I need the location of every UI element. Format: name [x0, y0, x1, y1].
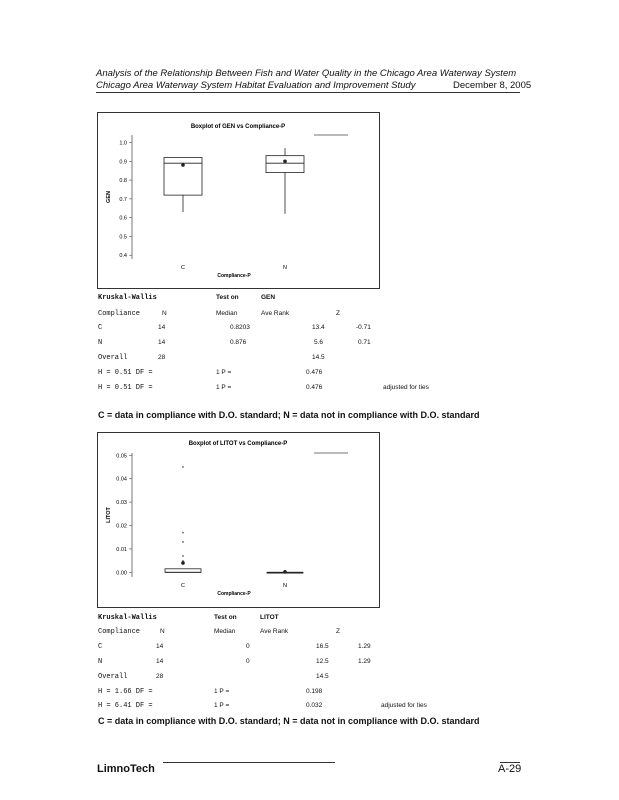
col-n: N — [162, 310, 167, 317]
row-label: N — [98, 658, 103, 666]
footer-rule — [163, 762, 335, 763]
p-value-adjusted: 0.032 — [306, 702, 323, 709]
col-median: Median — [214, 628, 236, 635]
overall-n: 28 — [156, 673, 164, 680]
box-iqr — [266, 156, 304, 173]
adjusted-note: adjusted for ties — [383, 384, 429, 391]
y-axis-label: LITOT — [106, 507, 112, 523]
p-label: 1 P = — [216, 369, 232, 376]
p-value-adjusted: 0.476 — [306, 384, 323, 391]
col-z: Z — [336, 628, 340, 635]
p-value: 0.198 — [306, 688, 323, 695]
row-median: 0 — [246, 643, 250, 650]
y-axis-label: GEN — [106, 191, 112, 203]
x-axis-label: Compliance-P — [217, 273, 251, 279]
y-tick-label: 0.01 — [116, 546, 127, 553]
col-avg-rank: Ave Rank — [261, 310, 290, 317]
col-compliance: Compliance — [98, 628, 141, 636]
outlier-marker: * — [181, 559, 185, 566]
chart-title: Boxplot of GEN vs Compliance-P — [190, 124, 286, 130]
overall-label: Overall — [98, 354, 128, 362]
x-tick-label: N — [283, 583, 287, 589]
document-date: December 8, 2005 — [453, 80, 532, 91]
row-label: C — [98, 324, 103, 332]
kw-label: Kruskal-Wallis — [98, 294, 157, 302]
row-label: C — [98, 643, 103, 651]
kw-label: Kruskal-Wallis — [98, 614, 157, 622]
y-tick-label: 1.0 — [119, 140, 127, 147]
boxplot-gen-panel — [97, 112, 380, 289]
h-statistic-adjusted: H = 6.41 DF = — [98, 702, 153, 710]
overall-rank: 14.5 — [312, 354, 325, 361]
footer-company: LimnoTech — [97, 763, 155, 775]
boxplot-litot-chart — [98, 433, 379, 607]
row-n: 14 — [158, 339, 166, 346]
y-tick-label: 0.04 — [116, 476, 127, 483]
y-tick-label: 0.03 — [116, 500, 127, 507]
col-avg-rank: Ave Rank — [260, 628, 289, 635]
footer-page-number: A-29 — [498, 763, 522, 775]
overall-rank: 14.5 — [316, 673, 329, 680]
y-tick-label: 0.5 — [119, 234, 127, 241]
caption-litot: C = data in compliance with D.O. standard; N = data not in compliance with D.O. standard — [98, 716, 480, 726]
x-tick-label: C — [181, 265, 185, 271]
row-rank: 5.6 — [314, 339, 324, 346]
col-n: N — [160, 628, 165, 635]
outlier-marker: * — [181, 466, 185, 473]
x-tick-label: C — [181, 583, 185, 589]
adjusted-note: adjusted for ties — [381, 702, 427, 709]
box-mean-marker — [283, 160, 287, 164]
p-value: 0.476 — [306, 369, 323, 376]
test-on-label: Test on — [216, 294, 239, 301]
y-tick-label: 0.4 — [119, 253, 127, 260]
header-rule — [96, 92, 520, 93]
boxplot-litot-panel — [97, 432, 380, 608]
y-tick-label: 0.8 — [119, 178, 127, 185]
row-z: 0.71 — [358, 339, 371, 346]
row-rank: 13.4 — [312, 324, 325, 331]
overall-label: Overall — [98, 673, 128, 681]
x-tick-label: N — [283, 265, 287, 271]
document-title: Analysis of the Relationship Between Fish and Water Quality in the Chicago Area Waterway System — [96, 68, 517, 79]
col-median: Median — [216, 310, 238, 317]
row-n: 14 — [156, 643, 164, 650]
variable-label: LITOT — [260, 614, 279, 621]
box-iqr — [165, 569, 201, 573]
row-n: 14 — [158, 324, 166, 331]
y-tick-label: 0.02 — [116, 523, 127, 530]
chart-title: Boxplot of LITOT vs Compliance-P — [188, 441, 288, 447]
h-statistic: H = 1.66 DF = — [98, 688, 153, 696]
box-mean-marker — [181, 163, 185, 167]
row-median: 0.876 — [230, 339, 247, 346]
boxplot-gen-chart — [98, 113, 379, 288]
col-compliance: Compliance — [98, 310, 141, 318]
y-tick-label: 0.7 — [119, 196, 127, 203]
y-tick-label: 0.6 — [119, 215, 127, 222]
overall-n: 28 — [158, 354, 166, 361]
row-z: -0.71 — [356, 324, 371, 331]
row-median: 0 — [246, 658, 250, 665]
row-rank: 12.5 — [316, 658, 329, 665]
document-subtitle: Chicago Area Waterway System Habitat Evaluation and Improvement Study — [96, 80, 416, 91]
test-on-label: Test on — [214, 614, 237, 621]
col-z: Z — [336, 310, 340, 317]
row-z: 1.29 — [358, 643, 371, 650]
p-label-adjusted: 1 P = — [216, 384, 232, 391]
x-axis-label: Compliance-P — [217, 591, 251, 597]
y-tick-label: 0.00 — [116, 570, 127, 577]
box-mean-marker — [283, 570, 287, 574]
row-median: 0.8203 — [230, 324, 250, 331]
row-label: N — [98, 339, 103, 347]
p-label: 1 P = — [214, 688, 230, 695]
caption-gen: C = data in compliance with D.O. standard; N = data not in compliance with D.O. standard — [98, 410, 480, 420]
h-statistic: H = 0.51 DF = — [98, 369, 153, 377]
outlier-marker: * — [181, 541, 185, 548]
y-tick-label: 0.9 — [119, 159, 127, 166]
outlier-marker: * — [181, 531, 185, 538]
row-z: 1.29 — [358, 658, 371, 665]
row-n: 14 — [156, 658, 164, 665]
variable-label: GEN — [261, 294, 276, 301]
row-rank: 16.5 — [316, 643, 329, 650]
outlier-marker: * — [181, 555, 185, 562]
h-statistic-adjusted: H = 0.51 DF = — [98, 384, 153, 392]
p-label-adjusted: 1 P = — [214, 702, 230, 709]
y-tick-label: 0.05 — [116, 453, 127, 460]
